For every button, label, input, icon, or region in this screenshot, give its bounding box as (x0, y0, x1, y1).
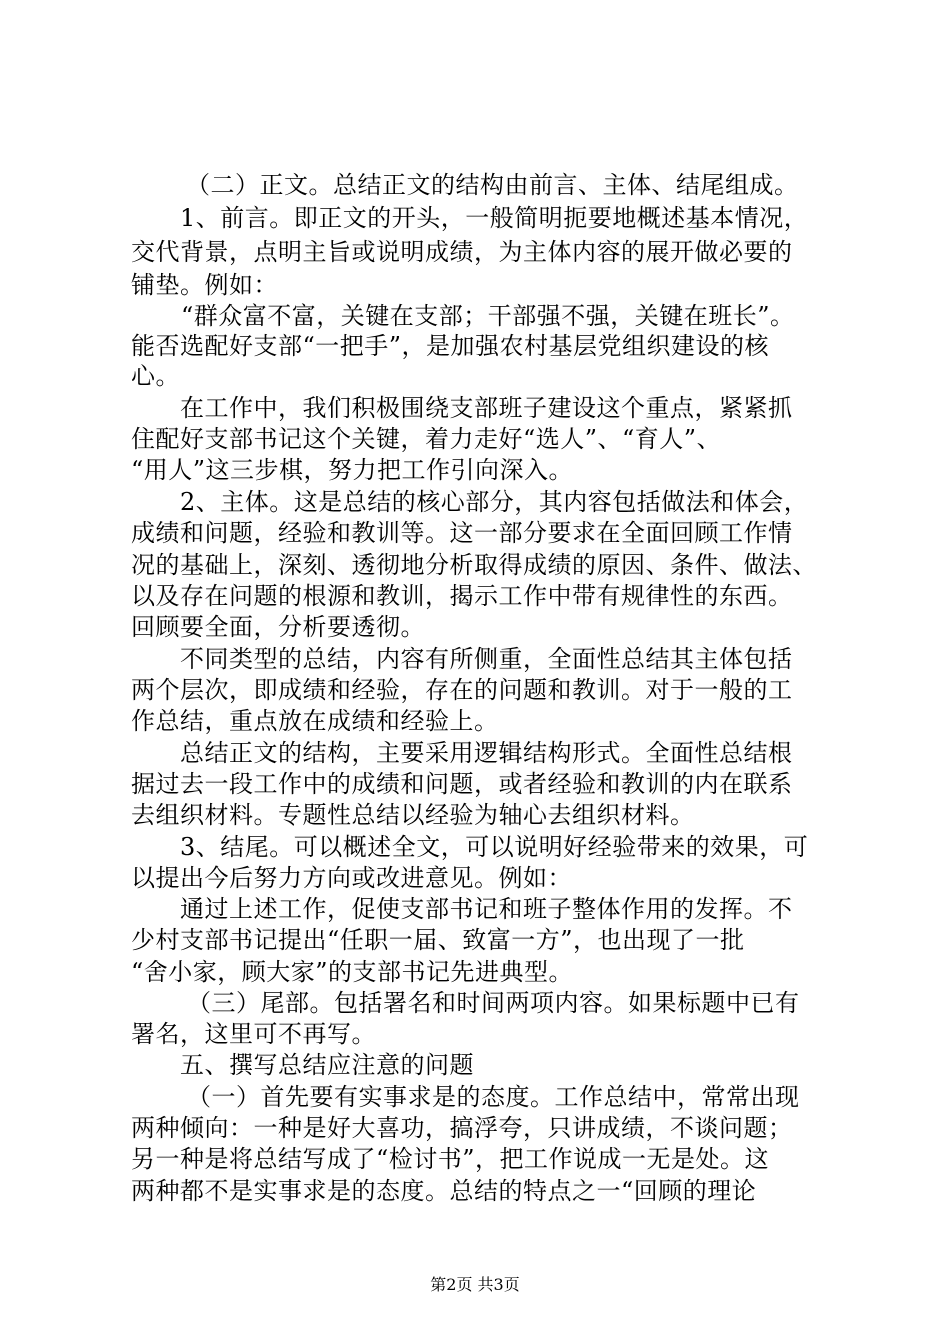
text-line: 2、主体。这是总结的核心部分，其内容包括做法和体会， (180, 488, 809, 516)
text-line: 少村支部书记提出“任职一届、致富一方”，也出现了一批 (131, 926, 745, 954)
text-line: 铺垫。例如： (131, 271, 278, 299)
text-line: 住配好支部书记这个关键，着力走好“选人”、“育人”、 (131, 425, 722, 453)
text-line: 能否选配好支部“一把手”，是加强农村基层党组织建设的核 (131, 332, 770, 360)
text-line: 以提出今后努力方向或改进意见。例如： (131, 864, 572, 892)
text-line: 去组织材料。专题性总结以经验为轴心去组织材料。 (131, 801, 695, 829)
text-line: 据过去一段工作中的成绩和问题，或者经验和教训的内在联系 (131, 770, 793, 798)
text-line: 不同类型的总结，内容有所侧重，全面性总结其主体包括 (180, 645, 793, 673)
text-line: 另一种是将总结写成了“检讨书”，把工作说成一无是处。这 (131, 1145, 770, 1173)
section-heading: 五、撰写总结应注意的问题 (180, 1051, 474, 1079)
text-line: 在工作中，我们积极围绕支部班子建设这个重点，紧紧抓 (180, 394, 793, 422)
text-line: 署名，这里可不再写。 (131, 1020, 376, 1048)
text-line: “用人”这三步棋，努力把工作引向深入。 (131, 456, 574, 484)
text-line: （二）正文。总结正文的结构由前言、主体、结尾组成。 (186, 171, 799, 199)
text-line: 交代背景，点明主旨或说明成绩，为主体内容的展开做必要的 (131, 238, 793, 266)
text-line: 3、结尾。可以概述全文，可以说明好经验带来的效果，可 (180, 833, 809, 861)
page-number: 第2页 共3页 (430, 1275, 520, 1294)
text-line: 两种倾向：一种是好大喜功，搞浮夸，只讲成绩，不谈问题； (131, 1114, 793, 1142)
text-line: 作总结，重点放在成绩和经验上。 (131, 707, 499, 735)
text-line: 回顾要全面，分析要透彻。 (131, 613, 425, 641)
text-line: 两个层次，即成绩和经验，存在的问题和教训。对于一般的工 (131, 676, 793, 704)
text-line: 成绩和问题，经验和教训等。这一部分要求在全面回顾工作情 (131, 519, 793, 547)
text-line: 通过上述工作，促使支部书记和班子整体作用的发挥。不 (180, 895, 793, 923)
text-line: “舍小家，顾大家”的支部书记先进典型。 (131, 958, 574, 986)
text-line: 两种都不是实事求是的态度。总结的特点之一“回顾的理论 (131, 1177, 757, 1205)
text-line: 总结正文的结构，主要采用逻辑结构形式。全面性总结根 (180, 739, 793, 767)
text-line: 况的基础上，深刻、透彻地分析取得成绩的原因、条件、做法、 (131, 551, 817, 579)
text-line: 以及存在问题的根源和教训，揭示工作中带有规律性的东西。 (131, 582, 793, 610)
text-line: （一）首先要有实事求是的态度。工作总结中，常常出现 (187, 1083, 800, 1111)
text-line: 心。 (131, 362, 180, 390)
text-line: 1、前言。即正文的开头，一般简明扼要地概述基本情况， (180, 204, 809, 232)
text-line: “群众富不富，关键在支部；干部强不强，关键在班长”。 (181, 302, 795, 330)
text-line: （三）尾部。包括署名和时间两项内容。如果标题中已有 (187, 989, 800, 1017)
